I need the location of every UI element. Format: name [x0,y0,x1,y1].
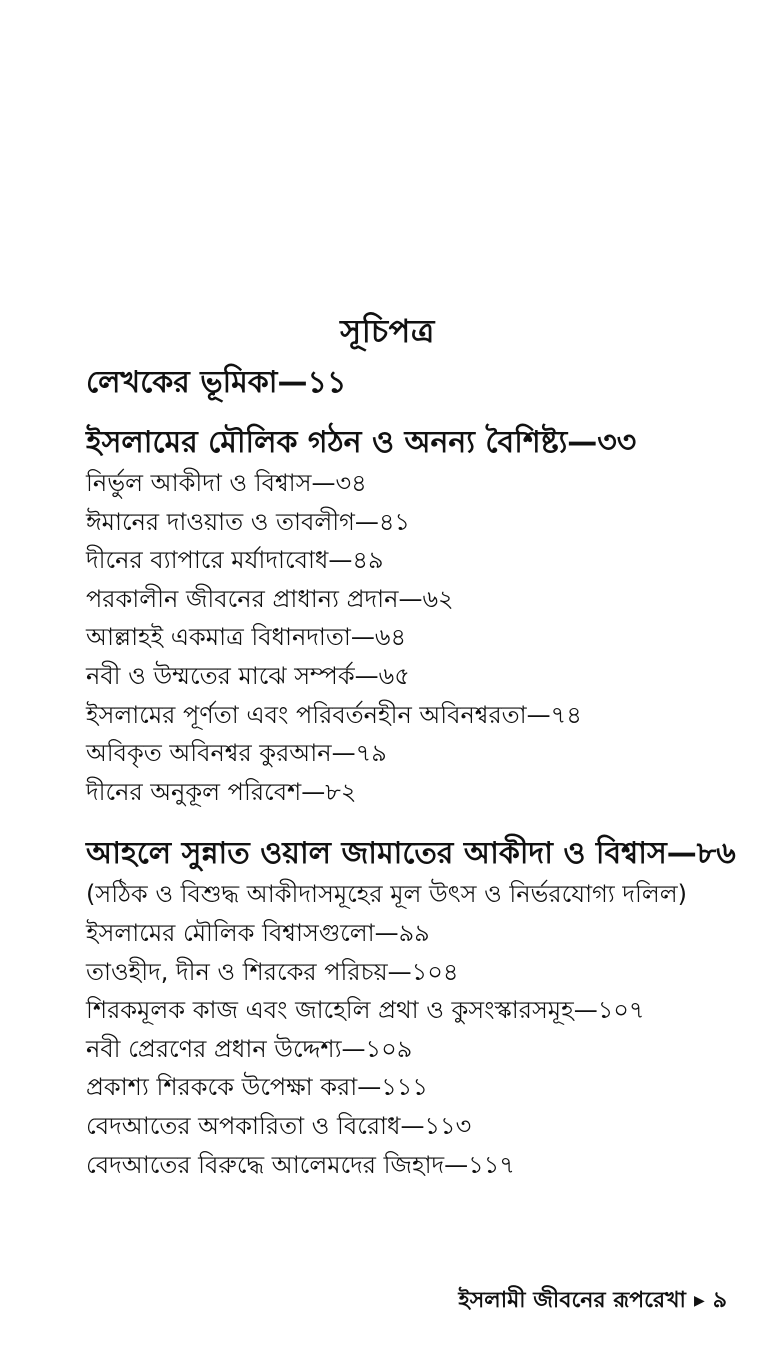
toc-section-aqidah [86,833,746,1184]
toc-entry: শিরকমূলক কাজ এবং জাহেলি প্রথা ও কুসংস্কারসমূহ—১০৭ [86,996,645,1025]
toc-entry: বেদআতের অপকারিতা ও বিরোধ—১১৩ [86,1111,472,1140]
toc-entry: তাওহীদ, দীন ও শিরকের পরিচয়—১০৪ [86,957,459,986]
toc-entry: ইসলামের মৌলিক বিশ্বাসগুলো—৯৯ [86,918,430,947]
toc-section-preface [86,362,746,404]
toc-entry: পরকালীন জীবনের প্রাধান্য প্রদান—৬২ [86,584,454,613]
page-number: ৯ [712,1288,727,1313]
running-title: ইসলামী জীবনের রূপরেখা [458,1288,686,1313]
triangle-marker-icon: ▶ [693,1293,705,1309]
toc-section-fundamentals [86,422,746,811]
page-heading: সূচিপত্র [340,312,435,350]
page-footer [458,1283,727,1320]
toc-entry: বেদআতের বিরুদ্ধে আলেমদের জিহাদ—১১৭ [86,1150,515,1179]
toc-entry: ঈমানের দাওয়াত ও তাবলীগ—৪১ [86,507,410,536]
toc-entry: প্রকাশ্য শিরককে উপেক্ষা করা—১১১ [86,1073,428,1102]
toc-entry: নবী ও উম্মতের মাঝে সম্পর্ক—৬৫ [86,661,410,690]
section-title: আহলে সুন্নাত ওয়াল জামাতের আকীদা ও বিশ্বাস—৮৬ [86,836,736,872]
section-note: (সঠিক ও বিশুদ্ধ আকীদাসমূহের মূল উৎস ও নির্ভরযোগ্য দলিল) [86,880,687,909]
section-title: ইসলামের মৌলিক গঠন ও অনন্য বৈশিষ্ট্য—৩৩ [86,425,637,460]
table-of-contents [86,362,746,1184]
toc-entry: নির্ভুল আকীদা ও বিশ্বাস—৩৪ [86,469,367,497]
section-title: লেখকের ভূমিকা—১১ [86,365,347,400]
toc-entry: ইসলামের পূর্ণতা এবং পরিবর্তনহীন অবিনশ্বরতা—৭৪ [86,700,582,729]
toc-entry: অবিকৃত অবিনশ্বর কুরআন—৭৯ [86,739,387,768]
toc-entry: দীনের অনুকূল পরিবেশ—৮২ [86,777,357,806]
toc-entry: আল্লাহই একমাত্র বিধানদাতা—৬৪ [86,623,407,652]
toc-entry: দীনের ব্যাপারে মর্যাদাবোধ—৪৯ [86,546,384,575]
toc-entry: নবী প্রেরণের প্রধান উদ্দেশ্য—১০৯ [86,1034,413,1063]
